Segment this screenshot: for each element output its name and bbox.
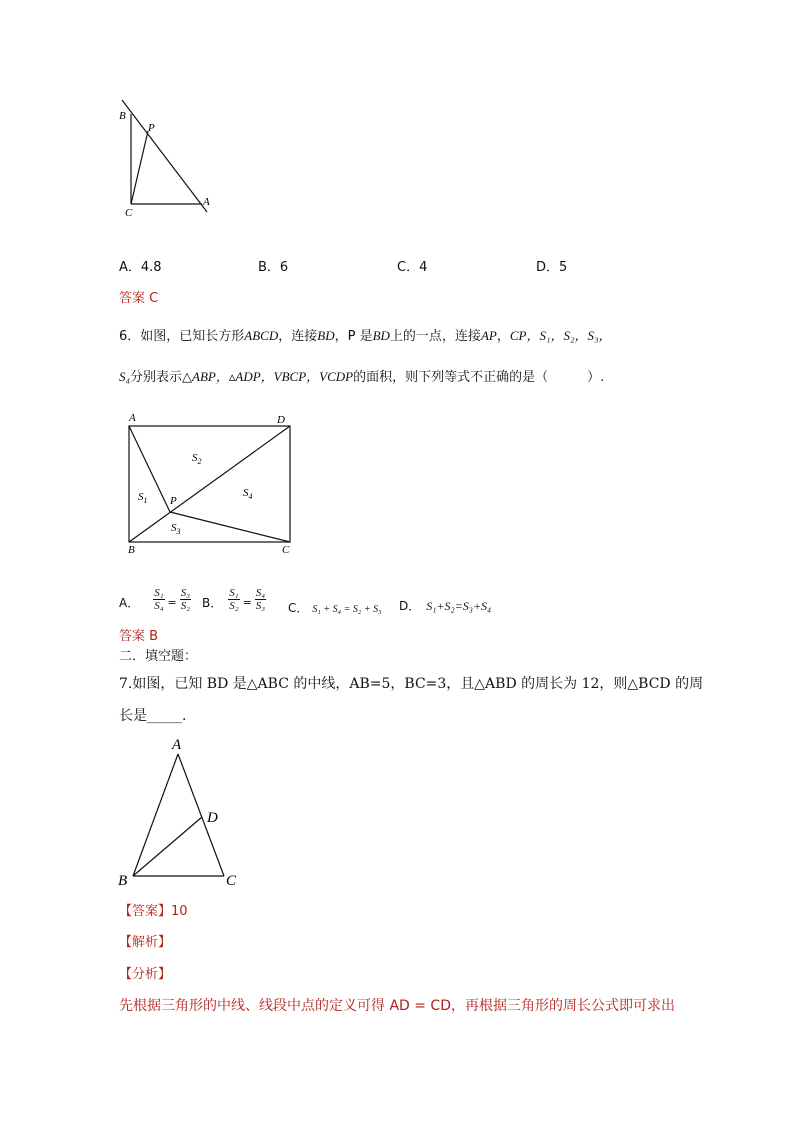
line-ab (133, 754, 178, 876)
label-s3: $S_3$ (171, 522, 181, 536)
label-d: D (207, 810, 218, 826)
label-b: B (128, 544, 135, 556)
q6-option-d: D． S₁+S₂=S₃+S₄ (399, 599, 492, 613)
q7-stem-line2: 长是_____. (119, 708, 187, 724)
label-s1: $S_1$ (138, 491, 148, 505)
label-a: A (172, 737, 182, 753)
label-b: B (118, 873, 128, 889)
q5-option-d: D．5 (536, 260, 568, 275)
label-p: P (170, 495, 177, 507)
line-bd (129, 426, 290, 542)
q6-option-c: C． S₁ + S₄ = S₂ + S₃ (288, 601, 382, 615)
q6-stem-line1: 6．如图，已知长方形ABCD，连接BD，P 是BD上的一点，连接AP，CP，S₁，S₂，S₃， (119, 328, 612, 344)
q6-stem-line2: S₄分别表示△ABP，▵ADP，VBCP，VCDP的面积，则下列等式不正确的是（ ）. (119, 369, 605, 385)
figure-triangle-abc (110, 732, 250, 892)
figure-rectangle (120, 408, 300, 558)
q6-option-b: B． $\frac{\text{S₁}}{\text{S₂}}$ = $\frac{\text{S₄}}{\text{S₃}}$ (202, 587, 266, 612)
label-d: D (277, 414, 285, 426)
line-extended-ab (122, 100, 207, 212)
line-cp (170, 512, 290, 542)
line-cp (131, 131, 148, 204)
label-a: A (129, 412, 136, 424)
label-a: A (203, 196, 210, 208)
q5-option-c: C．4 (397, 260, 428, 275)
q5-answer: 答案 C (119, 291, 159, 306)
fraction: $\frac{\text{S₄}}{\text{S₃}}$ (255, 587, 266, 612)
fraction: $\frac{\text{S₁}}{\text{S₂}}$ (229, 587, 239, 612)
label-s4: $S_4$ (243, 487, 253, 501)
section-title: 二．填空题： (119, 649, 198, 664)
q7-analysis: 先根据三角形的中线、线段中点的定义可得 AD = CD，再根据三角形的周长公式即可求出 (119, 998, 675, 1014)
label-p: P (148, 122, 155, 134)
q7-jiexi: 【解析】 (119, 935, 172, 950)
line-ap (129, 426, 170, 512)
q7-stem-line1: 7.如图，已知 BD 是△ABC 的中线，AB=5，BC=3，且△ABD 的周长为 12，则△BCD 的周 (119, 676, 704, 692)
label-s2: $S_2$ (192, 452, 202, 466)
q6-option-a: A． $\frac{\text{S₁}}{\text{S₄}}$ = $\frac{\text{S₃}}{\text{S₂}}$ (119, 587, 191, 612)
label-c: C (282, 544, 290, 556)
q7-answer: 【答案】10 (119, 904, 188, 919)
label-b: B (119, 110, 126, 122)
figure-right-triangle (110, 95, 220, 225)
q7-fenxi: 【分析】 (119, 967, 172, 982)
q5-option-a: A．4.8 (119, 260, 162, 275)
label-c: C (125, 207, 133, 219)
q6-answer: 答案 B (119, 629, 159, 644)
fraction: $\frac{\text{S₁}}{\text{S₄}}$ (154, 587, 164, 612)
fraction: $\frac{\text{S₃}}{\text{S₂}}$ (180, 587, 191, 612)
q5-option-b: B．6 (258, 260, 289, 275)
label-c: C (226, 873, 237, 889)
